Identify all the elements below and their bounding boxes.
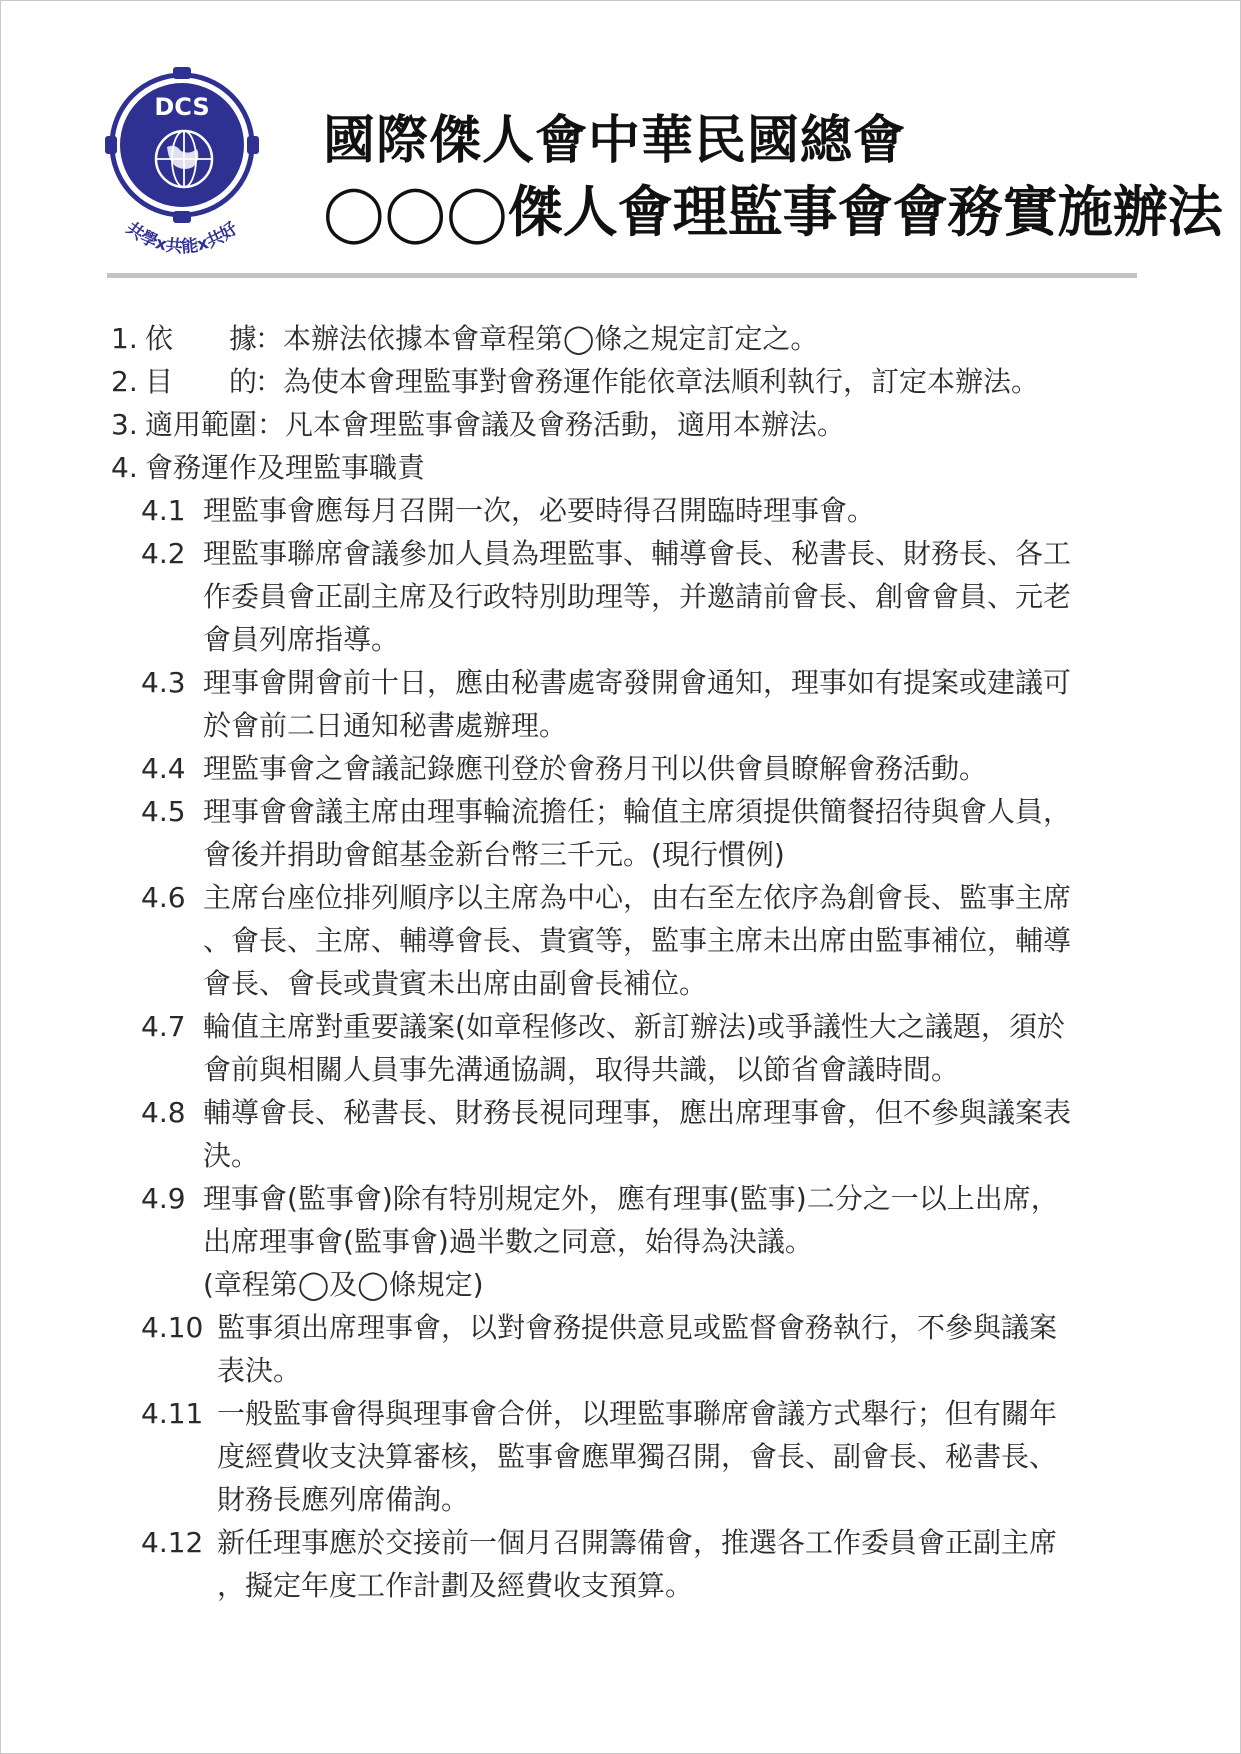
logo-dcs-text: DCS [154, 93, 210, 121]
sub-item-4-8 [141, 1091, 1141, 1177]
sub-item-line: (章程第◯及◯條規定) [203, 1268, 484, 1301]
sub-item-number: 4.4 [141, 752, 186, 785]
title-block [323, 109, 1223, 247]
sub-item-line: 、會長、主席、輔導會長、貴賓等，監事主席未出席由監事補位，輔導 [203, 924, 1072, 957]
item-label: 依 據 [145, 322, 258, 355]
sub-item-4-6 [141, 876, 1141, 1005]
document-body [111, 317, 1141, 1607]
sub-item-4-1 [141, 489, 1141, 532]
sub-item-line: 作委員會正副主席及行政特別助理等，并邀請前會長、創會會員、元老 [203, 580, 1072, 613]
sub-item-line: 表決。 [217, 1354, 302, 1387]
sub-item-4-7 [141, 1005, 1141, 1091]
sub-item-4-9 [141, 1177, 1141, 1306]
sub-item-number: 4.9 [141, 1182, 186, 1215]
sub-item-number: 4.3 [141, 666, 186, 699]
header-divider [107, 273, 1137, 278]
item-number: 1. [111, 322, 138, 355]
item-text: 為使本會理監事對會務運作能依章法順利執行，訂定本辦法。 [283, 365, 1040, 398]
sub-item-4-11 [141, 1392, 1141, 1521]
sub-item-line: 理監事聯席會議參加人員為理監事、輔導會長、秘書長、財務長、各工 [203, 537, 1072, 570]
item-4 [111, 446, 1141, 489]
sub-item-line: 會員列席指導。 [203, 623, 400, 656]
sub-item-4-3 [141, 661, 1141, 747]
sub-item-line: 輪值主席對重要議案(如章程修改、新訂辦法)或爭議性大之議題，須於 [203, 1010, 1065, 1043]
sub-item-number: 4.12 [141, 1526, 204, 1559]
sub-item-line: ，擬定年度工作計劃及經費收支預算。 [217, 1569, 694, 1602]
sub-item-line: 度經費收支決算審核，監事會應單獨召開，會長、副會長、秘書長、 [217, 1440, 1058, 1473]
item-text: 本辦法依據本會章程第◯條之規定訂定之。 [283, 322, 819, 355]
item-separator: ： [257, 408, 286, 441]
document-title: ◯◯◯傑人會理監事會會務實施辦法 [323, 180, 1223, 244]
sub-item-line: 理事會開會前十日，應由秘書處寄發開會通知，理事如有提案或建議可 [203, 666, 1072, 699]
sub-item-line: 理事會(監事會)除有特別規定外，應有理事(監事)二分之一以上出席， [203, 1182, 1059, 1215]
sub-item-line: 會後并捐助會館基金新台幣三千元。(現行慣例) [203, 838, 785, 871]
sub-item-number: 4.7 [141, 1010, 186, 1043]
sub-item-number: 4.10 [141, 1311, 204, 1344]
sub-item-line: 一般監事會得與理事會合併，以理監事聯席會議方式舉行；但有關年 [217, 1397, 1058, 1430]
sub-item-number: 4.6 [141, 881, 186, 914]
item-separator: ： [255, 322, 284, 355]
item-text: 凡本會理監事會議及會務活動，適用本辦法。 [285, 408, 846, 441]
item-label: 適用範圍 [145, 408, 258, 441]
sub-item-4-4 [141, 747, 1141, 790]
sub-item-number: 4.5 [141, 795, 186, 828]
sub-item-line: 輔導會長、秘書長、財務長視同理事，應出席理事會，但不參與議案表 [203, 1096, 1072, 1129]
item-number: 3. [111, 408, 138, 441]
item-2 [111, 360, 1141, 403]
sub-item-line: 監事須出席理事會，以對會務提供意見或監督會務執行，不參與議案 [217, 1311, 1058, 1344]
organization-title: 國際傑人會中華民國總會 [323, 111, 907, 171]
sub-item-line: 財務長應列席備詢。 [217, 1483, 470, 1516]
sub-item-line: 會前與相關人員事先溝通協調，取得共識，以節省會議時間。 [203, 1053, 960, 1086]
item-separator: ： [255, 365, 284, 398]
item-3 [111, 403, 1141, 446]
sub-item-line: 出席理事會(監事會)過半數之同意，始得為決議。 [203, 1225, 813, 1258]
sub-item-line: 決。 [203, 1139, 260, 1172]
sub-item-number: 4.1 [141, 494, 186, 527]
sub-item-line: 理事會會議主席由理事輪流擔任；輪值主席須提供簡餐招待與會人員， [203, 795, 1072, 828]
dcs-logo [89, 63, 275, 263]
sub-item-line: 理監事會之會議記錄應刊登於會務月刊以供會員瞭解會務活動。 [203, 752, 988, 785]
sub-item-4-12 [141, 1521, 1141, 1607]
item-label: 會務運作及理監事職責 [145, 451, 426, 484]
sub-item-line: 新任理事應於交接前一個月召開籌備會，推選各工作委員會正副主席 [217, 1526, 1058, 1559]
item-number: 2. [111, 365, 138, 398]
item-number: 4. [111, 451, 138, 484]
sub-item-line: 主席台座位排列順序以主席為中心，由右至左依序為創會長、監事主席 [203, 881, 1072, 914]
item-label: 目 的 [145, 365, 258, 398]
sub-item-line: 會長、會長或貴賓未出席由副會長補位。 [203, 967, 708, 1000]
sub-item-4-5 [141, 790, 1141, 876]
sub-item-number: 4.8 [141, 1096, 186, 1129]
sub-item-number: 4.2 [141, 537, 186, 570]
sub-item-4-10 [141, 1306, 1141, 1392]
logo-motto-text: 共學x共能x共好 [122, 218, 242, 258]
sub-item-line: 理監事會應每月召開一次，必要時得召開臨時理事會。 [203, 494, 876, 527]
sub-item-4-2 [141, 532, 1141, 661]
sub-item-line: 於會前二日通知秘書處辦理。 [203, 709, 568, 742]
item-1 [111, 317, 1141, 360]
sub-item-number: 4.11 [141, 1397, 204, 1430]
